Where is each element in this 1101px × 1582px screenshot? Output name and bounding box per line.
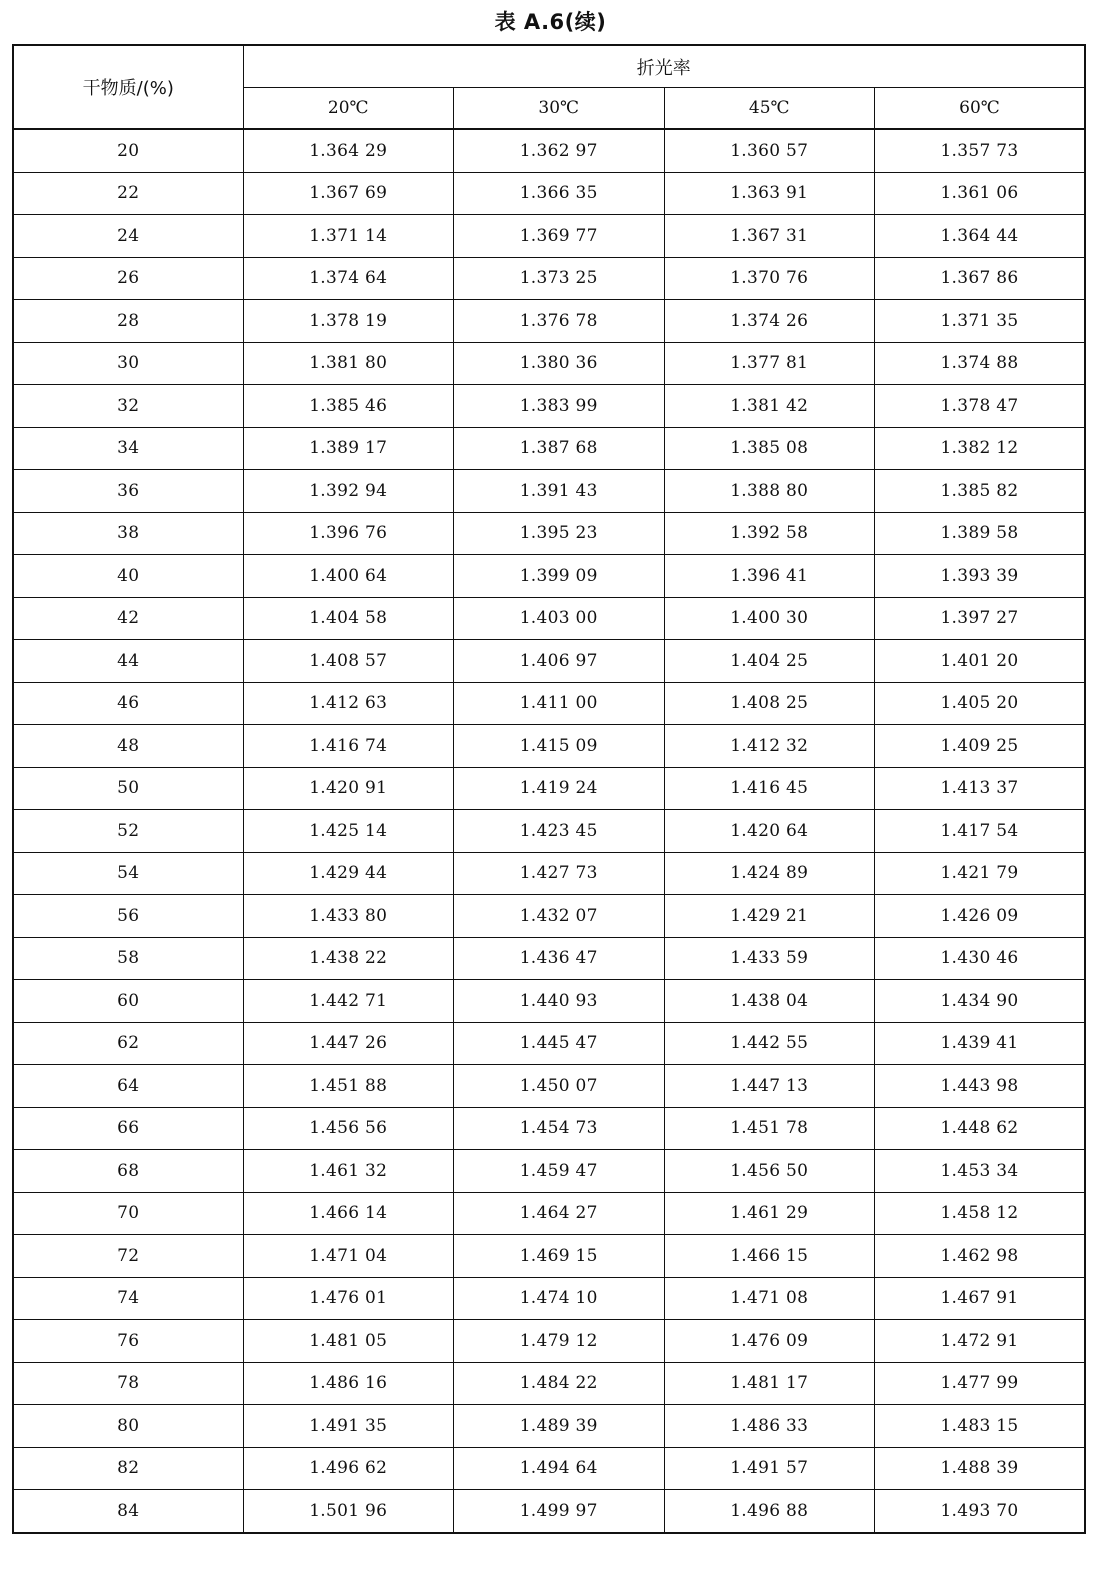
dry-matter-cell: 82 — [13, 1447, 243, 1490]
dry-matter-cell: 80 — [13, 1405, 243, 1448]
refractive-index-cell: 1.453 34 — [875, 1150, 1086, 1193]
refractive-index-cell: 1.396 41 — [664, 555, 875, 598]
table-row — [13, 597, 1085, 640]
refractive-index-cell: 1.484 22 — [454, 1362, 665, 1405]
dry-matter-cell: 28 — [13, 300, 243, 343]
refractive-index-cell: 1.458 12 — [875, 1192, 1086, 1235]
refractive-index-cell: 1.399 09 — [454, 555, 665, 598]
refractive-index-cell: 1.419 24 — [454, 767, 665, 810]
dry-matter-cell: 34 — [13, 427, 243, 470]
dry-matter-cell: 40 — [13, 555, 243, 598]
dry-matter-cell: 26 — [13, 257, 243, 300]
refractive-index-cell: 1.447 26 — [243, 1022, 454, 1065]
refractive-index-cell: 1.450 07 — [454, 1065, 665, 1108]
table-row — [13, 1150, 1085, 1193]
refractive-index-cell: 1.481 17 — [664, 1362, 875, 1405]
refractive-index-cell: 1.423 45 — [454, 810, 665, 853]
refractive-index-cell: 1.445 47 — [454, 1022, 665, 1065]
refractive-index-cell: 1.377 81 — [664, 342, 875, 385]
table-row — [13, 129, 1085, 172]
refractive-index-cell: 1.385 46 — [243, 385, 454, 428]
refractive-index-cell: 1.403 00 — [454, 597, 665, 640]
table-row — [13, 937, 1085, 980]
refractive-index-cell: 1.438 22 — [243, 937, 454, 980]
table-row — [13, 1107, 1085, 1150]
table-row — [13, 1277, 1085, 1320]
dry-matter-cell: 38 — [13, 512, 243, 555]
dry-matter-cell: 52 — [13, 810, 243, 853]
refractive-index-cell: 1.476 09 — [664, 1320, 875, 1363]
table-row — [13, 470, 1085, 513]
dry-matter-cell: 56 — [13, 895, 243, 938]
table-row — [13, 810, 1085, 853]
refractive-index-cell: 1.382 12 — [875, 427, 1086, 470]
refractive-index-cell: 1.404 58 — [243, 597, 454, 640]
table-row — [13, 1022, 1085, 1065]
dry-matter-cell: 84 — [13, 1490, 243, 1533]
refractive-index-cell: 1.408 25 — [664, 682, 875, 725]
refractive-index-cell: 1.456 56 — [243, 1107, 454, 1150]
dry-matter-cell: 32 — [13, 385, 243, 428]
refractive-index-cell: 1.393 39 — [875, 555, 1086, 598]
temperature-header: 30℃ — [454, 88, 665, 130]
refractive-index-cell: 1.378 19 — [243, 300, 454, 343]
refractive-index-cell: 1.387 68 — [454, 427, 665, 470]
table-row — [13, 1490, 1085, 1533]
dry-matter-cell: 54 — [13, 852, 243, 895]
refractive-index-cell: 1.408 57 — [243, 640, 454, 683]
dry-matter-cell: 50 — [13, 767, 243, 810]
refractive-index-cell: 1.371 35 — [875, 300, 1086, 343]
refractive-index-cell: 1.447 13 — [664, 1065, 875, 1108]
refractive-index-cell: 1.417 54 — [875, 810, 1086, 853]
refractive-index-cell: 1.371 14 — [243, 215, 454, 258]
refractive-index-cell: 1.400 64 — [243, 555, 454, 598]
table-header — [13, 45, 1085, 129]
refractive-index-cell: 1.496 88 — [664, 1490, 875, 1533]
temperature-header: 20℃ — [243, 88, 454, 130]
refractive-index-cell: 1.477 99 — [875, 1362, 1086, 1405]
refractive-index-cell: 1.383 99 — [454, 385, 665, 428]
refractive-index-cell: 1.367 31 — [664, 215, 875, 258]
table-row — [13, 1235, 1085, 1278]
refractive-index-cell: 1.433 80 — [243, 895, 454, 938]
refractive-index-cell: 1.493 70 — [875, 1490, 1086, 1533]
dry-matter-cell: 78 — [13, 1362, 243, 1405]
dry-matter-cell: 70 — [13, 1192, 243, 1235]
dry-matter-cell: 36 — [13, 470, 243, 513]
refractive-index-cell: 1.388 80 — [664, 470, 875, 513]
dry-matter-cell: 48 — [13, 725, 243, 768]
table-row — [13, 512, 1085, 555]
table-row — [13, 1405, 1085, 1448]
refractive-index-cell: 1.381 42 — [664, 385, 875, 428]
refractive-index-cell: 1.486 16 — [243, 1362, 454, 1405]
refractive-index-cell: 1.436 47 — [454, 937, 665, 980]
table-row — [13, 1320, 1085, 1363]
refractive-index-cell: 1.491 57 — [664, 1447, 875, 1490]
refractive-index-cell: 1.361 06 — [875, 172, 1086, 215]
refractive-index-cell: 1.395 23 — [454, 512, 665, 555]
refractive-index-cell: 1.481 05 — [243, 1320, 454, 1363]
refractive-index-cell: 1.374 88 — [875, 342, 1086, 385]
refractive-index-cell: 1.499 97 — [454, 1490, 665, 1533]
table-row — [13, 1065, 1085, 1108]
refractive-index-cell: 1.364 29 — [243, 129, 454, 172]
refractive-index-cell: 1.464 27 — [454, 1192, 665, 1235]
refractive-index-cell: 1.367 69 — [243, 172, 454, 215]
temperature-header: 45℃ — [664, 88, 875, 130]
table-caption: 表 A.6(续) — [494, 10, 607, 34]
refractive-index-cell: 1.406 97 — [454, 640, 665, 683]
table-row — [13, 300, 1085, 343]
dry-matter-cell: 44 — [13, 640, 243, 683]
refractive-index-cell: 1.385 08 — [664, 427, 875, 470]
table-row — [13, 1447, 1085, 1490]
refractive-index-cell: 1.486 33 — [664, 1405, 875, 1448]
table-row — [13, 1192, 1085, 1235]
table-row — [13, 427, 1085, 470]
refractive-index-cell: 1.401 20 — [875, 640, 1086, 683]
refractive-index-cell: 1.412 63 — [243, 682, 454, 725]
refractive-index-cell: 1.420 91 — [243, 767, 454, 810]
dry-matter-header: 干物质/(%) — [13, 45, 243, 129]
refractive-index-cell: 1.438 04 — [664, 980, 875, 1023]
refractive-index-cell: 1.462 98 — [875, 1235, 1086, 1278]
table-row — [13, 257, 1085, 300]
refractive-index-cell: 1.483 15 — [875, 1405, 1086, 1448]
refractive-index-cell: 1.364 44 — [875, 215, 1086, 258]
table-row — [13, 767, 1085, 810]
table-row — [13, 895, 1085, 938]
refractive-index-cell: 1.362 97 — [454, 129, 665, 172]
refractive-index-cell: 1.433 59 — [664, 937, 875, 980]
refractive-index-cell: 1.425 14 — [243, 810, 454, 853]
refractive-index-cell: 1.454 73 — [454, 1107, 665, 1150]
refractive-index-cell: 1.400 30 — [664, 597, 875, 640]
table-row — [13, 725, 1085, 768]
refractive-index-cell: 1.448 62 — [875, 1107, 1086, 1150]
refractive-index-cell: 1.421 79 — [875, 852, 1086, 895]
refractive-index-cell: 1.385 82 — [875, 470, 1086, 513]
refractive-index-cell: 1.429 44 — [243, 852, 454, 895]
dry-matter-cell: 68 — [13, 1150, 243, 1193]
refractive-index-cell: 1.489 39 — [454, 1405, 665, 1448]
refractive-index-cell: 1.501 96 — [243, 1490, 454, 1533]
refractive-index-cell: 1.392 58 — [664, 512, 875, 555]
refractive-index-cell: 1.416 45 — [664, 767, 875, 810]
refractive-index-cell: 1.471 04 — [243, 1235, 454, 1278]
refractive-index-cell: 1.389 58 — [875, 512, 1086, 555]
dry-matter-cell: 66 — [13, 1107, 243, 1150]
dry-matter-cell: 62 — [13, 1022, 243, 1065]
refractive-index-header: 折光率 — [243, 45, 1085, 88]
refractive-index-cell: 1.424 89 — [664, 852, 875, 895]
refractive-index-cell: 1.404 25 — [664, 640, 875, 683]
refractive-index-cell: 1.389 17 — [243, 427, 454, 470]
refractive-index-cell: 1.466 15 — [664, 1235, 875, 1278]
refractive-index-cell: 1.430 46 — [875, 937, 1086, 980]
refractive-index-cell: 1.467 91 — [875, 1277, 1086, 1320]
refractive-index-cell: 1.391 43 — [454, 470, 665, 513]
refractive-index-cell: 1.469 15 — [454, 1235, 665, 1278]
refractive-index-cell: 1.466 14 — [243, 1192, 454, 1235]
refractive-index-cell: 1.472 91 — [875, 1320, 1086, 1363]
refractive-index-cell: 1.367 86 — [875, 257, 1086, 300]
refractive-index-cell: 1.451 78 — [664, 1107, 875, 1150]
dry-matter-cell: 42 — [13, 597, 243, 640]
refractive-index-cell: 1.369 77 — [454, 215, 665, 258]
refractive-index-cell: 1.494 64 — [454, 1447, 665, 1490]
dry-matter-cell: 58 — [13, 937, 243, 980]
refractive-index-cell: 1.427 73 — [454, 852, 665, 895]
refractive-index-cell: 1.366 35 — [454, 172, 665, 215]
refractive-index-cell: 1.434 90 — [875, 980, 1086, 1023]
refractive-index-cell: 1.440 93 — [454, 980, 665, 1023]
refractive-index-cell: 1.432 07 — [454, 895, 665, 938]
table-row — [13, 215, 1085, 258]
refractive-index-cell: 1.392 94 — [243, 470, 454, 513]
table-row — [13, 385, 1085, 428]
refractive-index-cell: 1.443 98 — [875, 1065, 1086, 1108]
table-row — [13, 682, 1085, 725]
dry-matter-cell: 30 — [13, 342, 243, 385]
refractive-index-cell: 1.491 35 — [243, 1405, 454, 1448]
refractive-index-cell: 1.357 73 — [875, 129, 1086, 172]
table-body — [13, 129, 1085, 1533]
refractive-index-cell: 1.376 78 — [454, 300, 665, 343]
dry-matter-cell: 46 — [13, 682, 243, 725]
table-row — [13, 1362, 1085, 1405]
refractive-index-cell: 1.479 12 — [454, 1320, 665, 1363]
dry-matter-cell: 22 — [13, 172, 243, 215]
refractive-index-cell: 1.496 62 — [243, 1447, 454, 1490]
refractive-index-cell: 1.360 57 — [664, 129, 875, 172]
refractive-index-cell: 1.415 09 — [454, 725, 665, 768]
table-row — [13, 342, 1085, 385]
refractive-index-cell: 1.456 50 — [664, 1150, 875, 1193]
refractive-index-cell: 1.451 88 — [243, 1065, 454, 1108]
refractive-index-cell: 1.396 76 — [243, 512, 454, 555]
refractive-index-cell: 1.411 00 — [454, 682, 665, 725]
dry-matter-cell: 76 — [13, 1320, 243, 1363]
refractive-index-cell: 1.439 41 — [875, 1022, 1086, 1065]
refractive-index-cell: 1.426 09 — [875, 895, 1086, 938]
table-row — [13, 555, 1085, 598]
refractive-index-cell: 1.370 76 — [664, 257, 875, 300]
dry-matter-cell: 24 — [13, 215, 243, 258]
dry-matter-cell: 60 — [13, 980, 243, 1023]
refractive-index-cell: 1.461 29 — [664, 1192, 875, 1235]
refractive-index-cell: 1.378 47 — [875, 385, 1086, 428]
refractive-index-cell: 1.374 64 — [243, 257, 454, 300]
refractive-index-cell: 1.442 55 — [664, 1022, 875, 1065]
refractive-index-cell: 1.429 21 — [664, 895, 875, 938]
refractive-index-cell: 1.476 01 — [243, 1277, 454, 1320]
refractive-index-cell: 1.413 37 — [875, 767, 1086, 810]
refractive-index-cell: 1.471 08 — [664, 1277, 875, 1320]
refractive-index-cell: 1.442 71 — [243, 980, 454, 1023]
refractive-index-cell: 1.461 32 — [243, 1150, 454, 1193]
refractive-index-cell: 1.488 39 — [875, 1447, 1086, 1490]
table-row — [13, 640, 1085, 683]
refractive-index-cell: 1.416 74 — [243, 725, 454, 768]
table-row — [13, 172, 1085, 215]
dry-matter-cell: 20 — [13, 129, 243, 172]
refractive-index-cell: 1.373 25 — [454, 257, 665, 300]
refractive-index-cell: 1.474 10 — [454, 1277, 665, 1320]
table-row — [13, 980, 1085, 1023]
table-row — [13, 852, 1085, 895]
temperature-header: 60℃ — [875, 88, 1086, 130]
refractive-index-cell: 1.363 91 — [664, 172, 875, 215]
refractive-index-table — [12, 44, 1086, 1534]
refractive-index-cell: 1.380 36 — [454, 342, 665, 385]
refractive-index-cell: 1.412 32 — [664, 725, 875, 768]
dry-matter-cell: 74 — [13, 1277, 243, 1320]
dry-matter-cell: 72 — [13, 1235, 243, 1278]
refractive-index-cell: 1.459 47 — [454, 1150, 665, 1193]
refractive-index-cell: 1.397 27 — [875, 597, 1086, 640]
refractive-index-cell: 1.405 20 — [875, 682, 1086, 725]
refractive-index-cell: 1.381 80 — [243, 342, 454, 385]
refractive-index-cell: 1.374 26 — [664, 300, 875, 343]
refractive-index-cell: 1.420 64 — [664, 810, 875, 853]
refractive-index-cell: 1.409 25 — [875, 725, 1086, 768]
dry-matter-cell: 64 — [13, 1065, 243, 1108]
